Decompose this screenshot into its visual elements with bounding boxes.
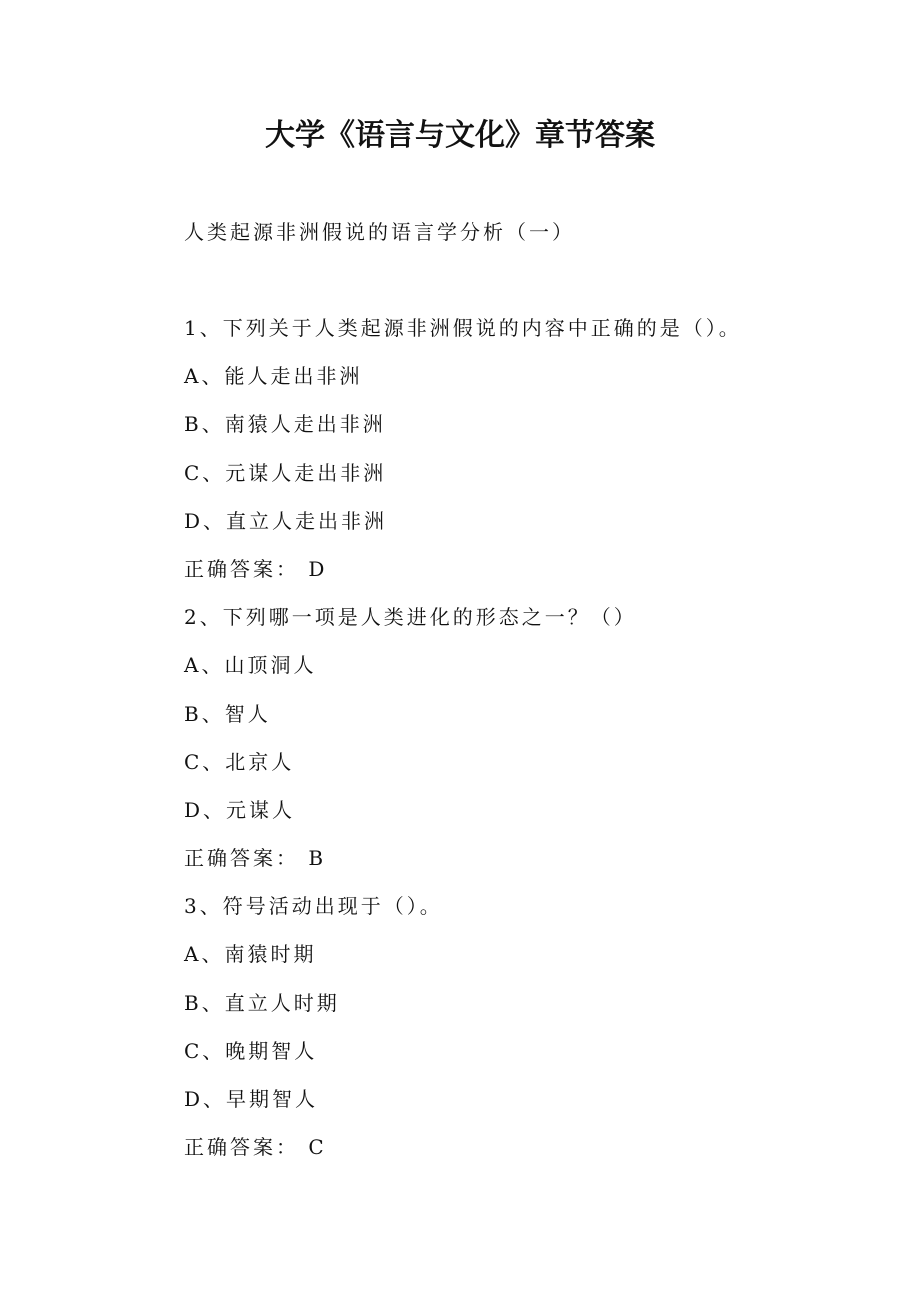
question-stem: 1、下列关于人类起源非洲假说的内容中正确的是（）。 — [184, 316, 742, 340]
question-stem: 3、符号活动出现于（）。 — [184, 894, 443, 919]
correct-answer: 正确答案： D — [184, 556, 328, 581]
option-c: C、晚期智人 — [184, 1038, 318, 1063]
option-d: D、元谋人 — [184, 797, 296, 822]
option-a: A、南猿时期 — [184, 942, 317, 967]
correct-answer: 正确答案： B — [184, 846, 327, 871]
question-1 — [184, 312, 824, 601]
option-d: D、早期智人 — [184, 1087, 319, 1111]
option-b: B、智人 — [184, 701, 271, 726]
option-d: D、直立人走出非洲 — [184, 508, 388, 533]
question-list — [184, 312, 824, 1179]
option-b: B、直立人时期 — [184, 990, 340, 1015]
option-a: A、能人走出非洲 — [184, 364, 363, 389]
correct-answer: 正确答案： C — [184, 1135, 327, 1160]
option-c: C、元谋人走出非洲 — [184, 460, 387, 485]
document-title: 大学《语言与文化》章节答案 — [265, 118, 655, 153]
question-stem: 2、下列哪一项是人类进化的形态之一？（） — [184, 605, 637, 630]
question-2 — [184, 601, 824, 890]
section-heading: 人类起源非洲假说的语言学分析（一） — [184, 220, 575, 244]
option-b: B、南猿人走出非洲 — [184, 412, 386, 437]
option-a: A、山顶洞人 — [184, 653, 317, 678]
question-3 — [184, 890, 824, 1179]
option-c: C、北京人 — [184, 749, 295, 774]
